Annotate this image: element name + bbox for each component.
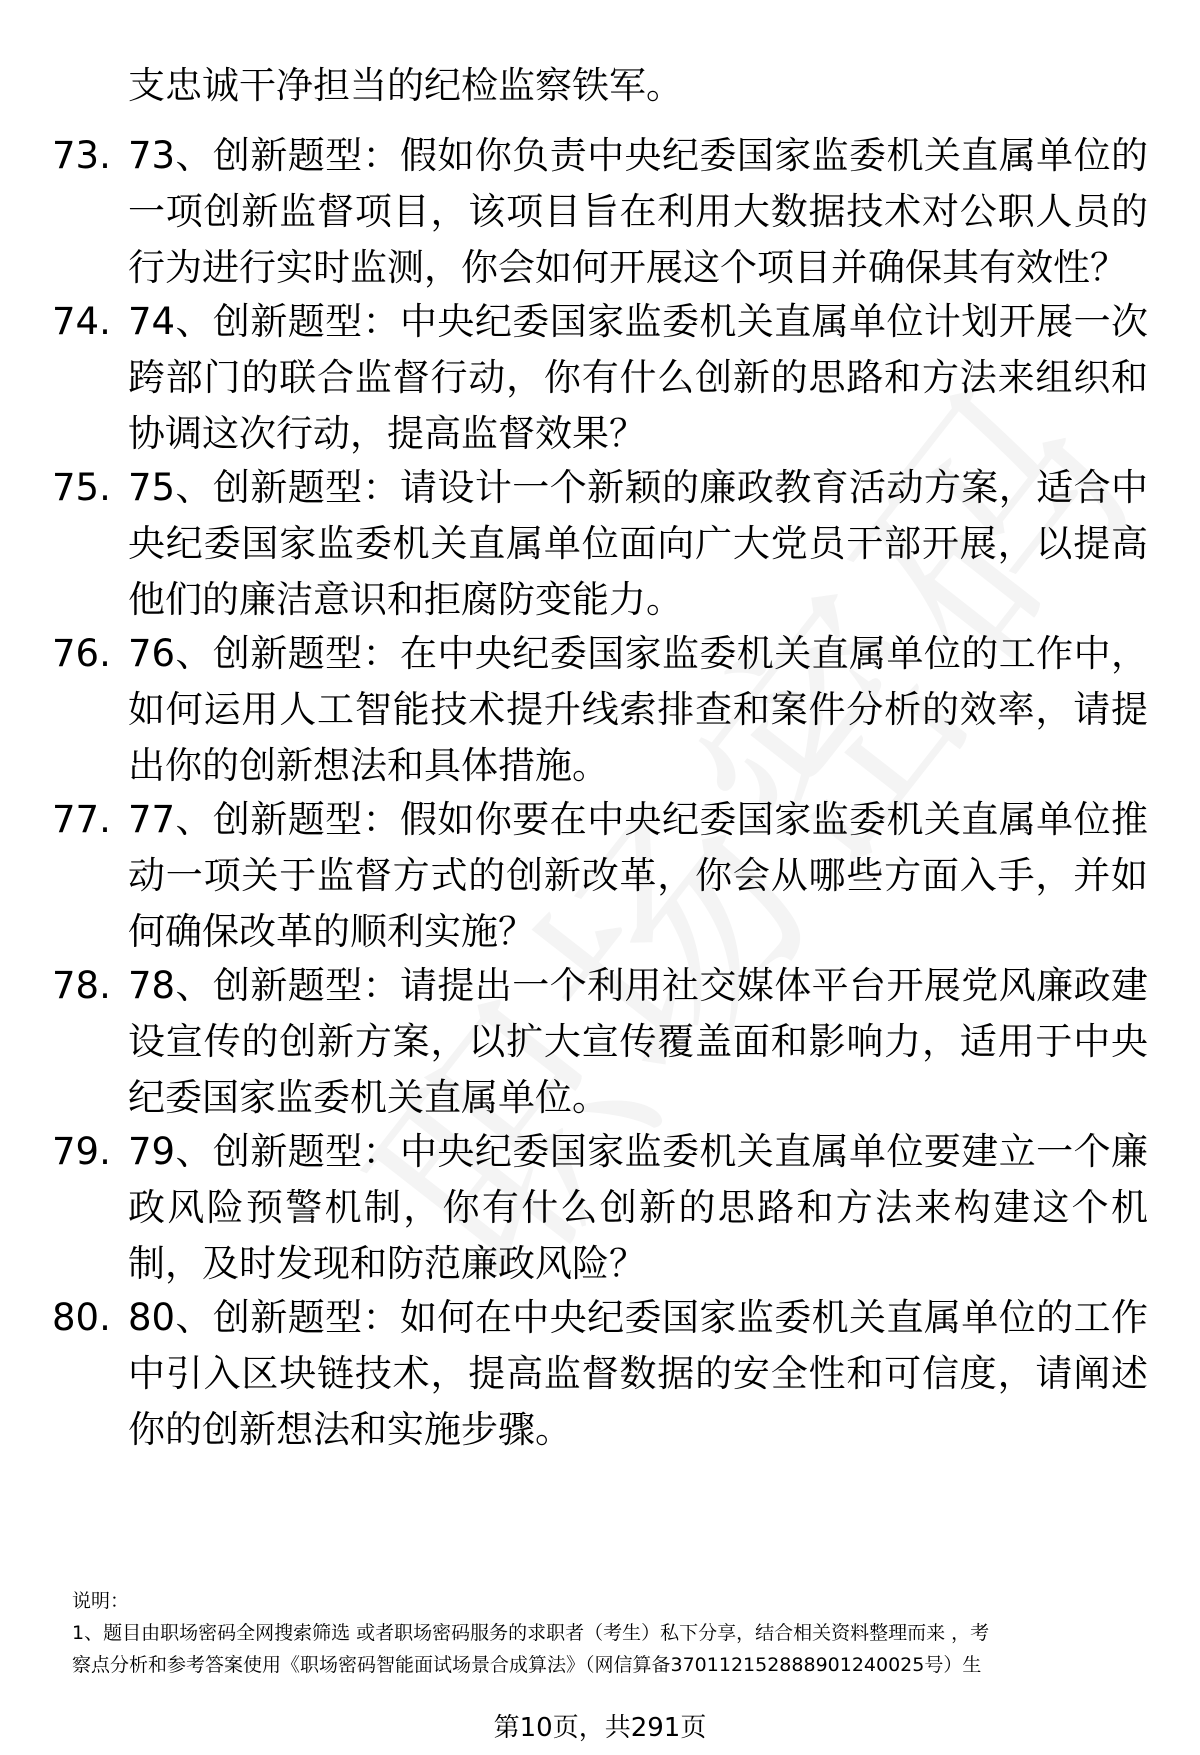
page-number: 第10页，共291页 — [493, 1713, 707, 1743]
question-number: 78. — [52, 964, 111, 1007]
question-number: 76. — [52, 632, 111, 675]
question-number: 79. — [52, 1130, 111, 1173]
notes-line: 察点分析和参考答案使用《职场密码智能面试场景合成算法》（网信算备370112152888901240025号）生 — [72, 1654, 982, 1676]
notes-title: 说明： — [72, 1590, 130, 1612]
question-number: 77. — [52, 798, 111, 841]
question-text: 76、创新题型：在中央纪委国家监委机关直属单位的工作中，如何运用人工智能技术提升线索排查和案件分析的效率，请提出你的创新想法和具体措施。 — [128, 632, 1148, 787]
question-number: 75. — [52, 466, 111, 509]
question-number: 74. — [52, 300, 111, 343]
question-number: 73. — [52, 134, 111, 177]
question-text: 74、创新题型：中央纪委国家监委机关直属单位计划开展一次跨部门的联合监督行动，你有什么创新的思路和方法来组织和协调这次行动，提高监督效果？ — [128, 300, 1148, 455]
question-text: 80、创新题型：如何在中央纪委国家监委机关直属单位的工作中引入区块链技术，提高监督数据的安全性和可信度，请阐述你的创新想法和实施步骤。 — [128, 1296, 1148, 1451]
question-text: 78、创新题型：请提出一个利用社交媒体平台开展党风廉政建设宣传的创新方案，以扩大宣传覆盖面和影响力，适用于中央纪委国家监委机关直属单位。 — [128, 964, 1148, 1119]
question-text: 73、创新题型：假如你负责中央纪委国家监委机关直属单位的一项创新监督项目，该项目旨在利用大数据技术对公职人员的行为进行实时监测，你会如何开展这个项目并确保其有效性？ — [128, 134, 1148, 289]
question-text: 77、创新题型：假如你要在中央纪委国家监委机关直属单位推动一项关于监督方式的创新改革，你会从哪些方面入手，并如何确保改革的顺利实施？ — [128, 798, 1148, 953]
question-text: 79、创新题型：中央纪委国家监委机关直属单位要建立一个廉政风险预警机制，你有什么创新的思路和方法来构建这个机制，及时发现和防范廉政风险？ — [128, 1130, 1148, 1285]
continuation-text: 支忠诚干净担当的纪检监察铁军。 — [128, 64, 683, 107]
notes-line: 1、题目由职场密码全网搜索筛选 或者职场密码服务的求职者（考生）私下分享，结合相关资料整理而来 ，考 — [72, 1622, 990, 1644]
notes-section — [72, 1585, 1152, 1681]
question-number: 80. — [52, 1296, 111, 1339]
question-text: 75、创新题型：请设计一个新颖的廉政教育活动方案，适合中央纪委国家监委机关直属单位面向广大党员干部开展，以提高他们的廉洁意识和拒腐防变能力。 — [128, 466, 1148, 621]
